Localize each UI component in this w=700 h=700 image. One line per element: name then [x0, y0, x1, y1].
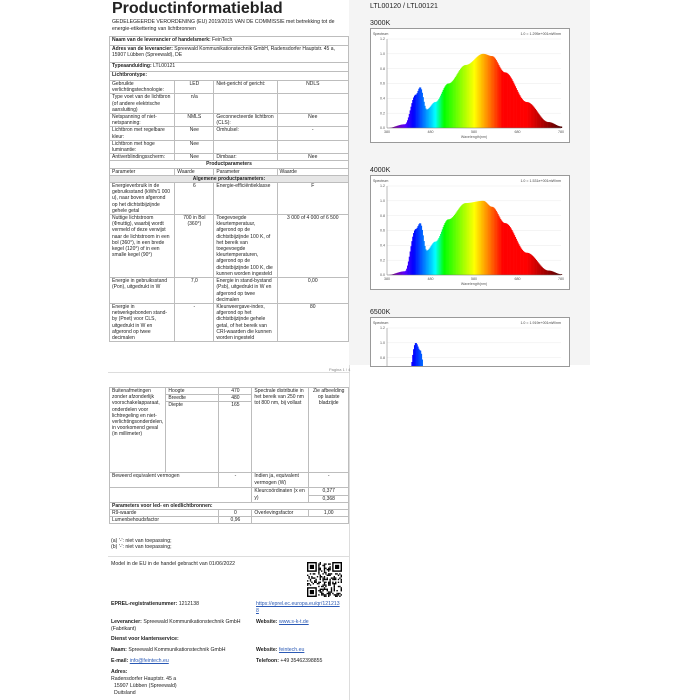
- chart-legend: 1.0 = 1.919e+001mW/nm: [520, 321, 561, 325]
- r9-label: R9-waarde: [110, 510, 219, 517]
- lumen-label: Lumenbehoudsfactor: [110, 517, 219, 524]
- claimed-value-2: -: [309, 473, 349, 488]
- website-label: Website:: [256, 619, 278, 625]
- type-cell: NDLS: [277, 81, 348, 94]
- light-source-type-header: Lichtbrontype:: [110, 72, 349, 81]
- y-tick-label: 1.0: [380, 199, 385, 204]
- param-cell: 6: [175, 183, 214, 215]
- param-cell: Energie in stand-bystand (Psb), uitgedrukt in W en afgerond op twee decimalen: [214, 278, 277, 304]
- supplier-address-label: Adres van de leverancier:: [112, 46, 173, 52]
- type-cell: Niet-gericht of gericht:: [214, 81, 277, 94]
- type-row: [110, 94, 349, 114]
- address-line-1: Radensdorfer Hauptstr. 45 a: [111, 676, 177, 682]
- footnote-b: (b) '-': niet van toepassing;: [111, 544, 172, 550]
- x-tick-label: 780: [558, 277, 564, 281]
- y-tick-label: 1.2: [380, 37, 385, 42]
- address-line-2: 15907 Lübben (Spreewald): [114, 683, 177, 689]
- y-tick-label: 0.2: [380, 111, 385, 116]
- type-row: [110, 154, 349, 161]
- y-tick-label: 0.8: [380, 66, 385, 71]
- dims-label: Buitenafmetingen zonder afzonderlijk voorschakelapparaat, onderdelen voor lichtregeling en niet-verlichtingsonderdelen, in voorkomend geval (in millimeter): [110, 388, 166, 473]
- y-tick-label: 0.8: [380, 355, 385, 360]
- eprel-label: EPREL-registratienummer:: [111, 601, 178, 607]
- param-cell: Energie-efficiëntieklasse: [214, 183, 277, 215]
- y-tick-label: 1.0: [380, 341, 385, 346]
- type-cell: Nee: [175, 154, 214, 161]
- name-value: Spreewald Kommunikationstechnik GmbH: [128, 647, 226, 653]
- email-link[interactable]: info@feintech.eu: [129, 658, 169, 664]
- x-tick-label: 580: [471, 277, 477, 281]
- x-tick-label: 380: [384, 130, 390, 134]
- dimensions-table: [109, 387, 349, 524]
- x-tick-label: 380: [384, 277, 390, 281]
- address-label: Adres:: [111, 669, 128, 675]
- y-axis-title: Spectrum: [373, 321, 389, 325]
- spectrum-bar: [561, 127, 562, 128]
- type-cell: [277, 94, 348, 114]
- spectrum-bar: [561, 274, 562, 275]
- type-row: [110, 81, 349, 94]
- y-tick-label: 1.2: [380, 184, 385, 189]
- chroma-y: 0,368: [309, 495, 349, 502]
- spectrum-label-3000k: 3000K: [370, 20, 391, 27]
- type-cell: Lichtbron met regelbare kleur:: [110, 127, 175, 140]
- col-value: Waarde: [175, 168, 214, 175]
- type-cell: Omhulsel:: [214, 127, 277, 140]
- x-tick-label: 480: [427, 130, 434, 134]
- param-cell: 3 000 of 4 000 of 6 500: [277, 215, 348, 278]
- param-row: [110, 183, 349, 215]
- type-cell: n/a: [175, 94, 214, 114]
- dim-depth-value: 165: [219, 402, 252, 473]
- param-cell: 7,0: [175, 278, 214, 304]
- param-row: [110, 278, 349, 304]
- dim-height-label: Hoogte: [166, 388, 219, 395]
- param-cell: -: [175, 303, 214, 341]
- claimed-value: -: [219, 473, 252, 488]
- col-param-2: Parameter: [214, 168, 277, 175]
- param-row: [110, 303, 349, 341]
- y-tick-label: 0.0: [380, 126, 385, 131]
- chroma-label: Kleurcoördinaten (x en y): [252, 488, 309, 502]
- y-tick-label: 1.2: [380, 326, 385, 331]
- x-tick-label: 580: [471, 130, 477, 134]
- eprel-number: 1212138: [178, 601, 199, 607]
- y-tick-label: 0.4: [380, 243, 385, 248]
- spectral-label: Spectrale distributie in het bereik van 250 nm tot 800 nm, bij vollast: [252, 388, 309, 473]
- lumen-value: 0,96: [219, 517, 252, 524]
- y-tick-label: 0.6: [380, 228, 385, 233]
- qr-code-icon[interactable]: [307, 562, 342, 597]
- eprel-link[interactable]: https://eprel.ec.europa.eu/qr/1212138: [256, 601, 340, 614]
- y-tick-label: 0.8: [380, 213, 385, 218]
- y-tick-label: 0.4: [380, 96, 385, 101]
- supplier-table: [109, 36, 349, 342]
- dim-width-label: Breedte: [166, 395, 219, 402]
- r9-value: 0: [219, 510, 252, 517]
- phone-value: +49 35462398855: [280, 658, 323, 664]
- address-line-3: Duitsland: [114, 690, 136, 696]
- chart-legend: 1.0 = 1.295e+001mW/nm: [520, 32, 561, 36]
- param-cell: 80: [277, 303, 348, 341]
- param-cell: Energie in gebruiksstand (Pon), uitgedrukt in W: [110, 278, 175, 304]
- general-params-header: Algemene productparameters:: [110, 175, 349, 182]
- type-cell: Type voet van de lichtbron (of andere elektrische aansluiting): [110, 94, 175, 114]
- spectrum-chart-4000k: [370, 175, 570, 290]
- regulation-subtitle: GEDELEGEERDE VERORDENING (EU) 2019/2015 VAN DE COMMISSIE met betrekking tot de energie-etikettering van lichtbronnen: [112, 19, 335, 32]
- phone-label: Telefoon:: [256, 658, 279, 664]
- page-indicator: Pagina 1 / 4: [329, 367, 351, 372]
- page-title: Productinformatieblad: [112, 0, 283, 17]
- y-tick-label: 0.0: [380, 273, 385, 278]
- type-cell: Geconnecteerde lichtbron (CLS):: [214, 114, 277, 127]
- service-header: Dienst voor klantenservice:: [111, 636, 179, 642]
- col-param: Parameter: [110, 168, 175, 175]
- type-cell: LED: [175, 81, 214, 94]
- supplier-value: Spreewald Kommunikationstechnik GmbH (Fabrikant): [111, 619, 241, 632]
- spectral-value: Zie afbeelding op laatste bladzijde: [309, 388, 349, 473]
- type-row: [110, 127, 349, 140]
- dim-width-value: 480: [219, 395, 252, 402]
- type-rows: [110, 81, 349, 161]
- type-cell: [214, 140, 277, 153]
- footnotes: [111, 538, 172, 550]
- dim-height-value: 470: [219, 388, 252, 395]
- x-axis-title: Wavelength(nm): [460, 282, 488, 286]
- param-rows: [110, 183, 349, 342]
- spectrum-chart-3000k: [370, 28, 570, 143]
- claimed-label: Beweerd equivalent vermogen: [110, 473, 219, 488]
- model-id: LTL00121: [153, 63, 176, 69]
- x-tick-label: 680: [514, 130, 521, 134]
- spectrum-label-4000k: 4000K: [370, 167, 391, 174]
- type-cell: Nee: [277, 114, 348, 127]
- param-row: [110, 215, 349, 278]
- type-cell: Nee: [175, 140, 214, 153]
- type-cell: NMLS: [175, 114, 214, 127]
- spectrum-chart-6500k: [370, 317, 570, 367]
- footnote-a: (a) '-': niet van toepassing;: [111, 538, 172, 544]
- email-label: E-mail:: [111, 658, 129, 664]
- website-label-2: Website:: [256, 647, 278, 653]
- x-tick-label: 680: [514, 277, 521, 281]
- y-tick-label: 0.6: [380, 81, 385, 86]
- y-axis-title: Spectrum: [373, 179, 389, 183]
- type-row: [110, 140, 349, 153]
- x-axis-title: Wavelength(nm): [460, 135, 488, 139]
- y-axis-title: Spectrum: [373, 32, 389, 36]
- type-cell: Nee: [277, 154, 348, 161]
- type-cell: [214, 94, 277, 114]
- spectrum-label-6500k: 6500K: [370, 309, 391, 316]
- param-cell: Energie in netwerkgebonden stand-by (Pnet) voor CLS, uitgedrukt in W en afgerond op twee decimalen: [110, 303, 175, 341]
- type-cell: Antiverblindingsscherm:: [110, 154, 175, 161]
- y-tick-label: 1.0: [380, 52, 385, 57]
- survival-label: Overlevingsfactor: [252, 510, 309, 517]
- survival-value: 1,00: [309, 510, 349, 517]
- market-date: Model in de EU in de handel gebracht van 01/06/2022: [111, 561, 236, 567]
- dim-depth-label: Diepte: [166, 402, 219, 473]
- led-params-header: Parameters voor led- en oledlichtbronnen:: [110, 502, 349, 509]
- type-cell: Nee: [175, 127, 214, 140]
- params-header: Productparameters: [110, 161, 349, 168]
- param-cell: 0,00: [277, 278, 348, 304]
- type-cell: Lichtbron met hoge luminantie:: [110, 140, 175, 153]
- supplier-name: FeinTech: [212, 37, 233, 43]
- param-cell: Kleurweergave-index, afgerond op het dichtstbijzijnde gehele getal, of het bereik van CRI-waarden die kunnen worden ingesteld: [214, 303, 277, 341]
- y-tick-label: 0.2: [380, 258, 385, 263]
- type-cell: -: [277, 127, 348, 140]
- supplier-name-label: Naam van de leverancier of handelsmerk:: [112, 37, 211, 43]
- type-cell: [277, 140, 348, 153]
- model-label: Typeaanduiding:: [112, 63, 152, 69]
- param-cell: Energieverbruik in de gebruiksstand (kWh/1 000 u), naar boven afgerond op het dichtstbijzijnde gehele getal: [110, 183, 175, 215]
- type-cell: Gebruikte verlichtingstechnologie:: [110, 81, 175, 94]
- website-link[interactable]: www.s-k-t.de: [278, 619, 309, 625]
- spectra-header: LTL00120 / LTL00121: [370, 3, 438, 10]
- claimed-label-2: Indien ja, equivalent vermogen (W): [252, 473, 309, 488]
- col-value-2: Waarde: [277, 168, 348, 175]
- type-cell: Dimbaar:: [214, 154, 277, 161]
- param-cell: Toegevoegde kleurtemperatuur, afgerond op de dichtstbijzijnde 100 K, of het bereik van toegevoegde kleurtemperaturen, afgerond op de dichtstbijzijnde 100 K, die kunnen worden ingesteld: [214, 215, 277, 278]
- type-cell: Netspanning of niet-netspanning:: [110, 114, 175, 127]
- param-cell: Nuttige lichtstroom (Φnuttig), waarbij wordt vermeld of deze verwijst naar de lichtstroom in een bol (360°), in een brede kegel (120°) of in een smalle kegel (90°): [110, 215, 175, 278]
- param-cell: F: [277, 183, 348, 215]
- spectrum-bar: [422, 360, 423, 366]
- website-link-2[interactable]: feintech.eu: [278, 647, 305, 653]
- x-tick-label: 480: [427, 277, 434, 281]
- x-tick-label: 780: [558, 130, 564, 134]
- supplier-address: Spreewald Kommunikationstechnik GmbH, Radensdorfer Hauptstr. 45 a, 15907 Lübben (Spreewald), DE: [112, 46, 335, 59]
- supplier-label: Leverancier:: [111, 619, 142, 625]
- type-row: [110, 114, 349, 127]
- chroma-x: 0,377: [309, 488, 349, 495]
- chart-legend: 1.0 = 1.531e+001mW/nm: [520, 179, 561, 183]
- param-cell: 700 in Bol (360°): [175, 215, 214, 278]
- name-label: Naam:: [111, 647, 127, 653]
